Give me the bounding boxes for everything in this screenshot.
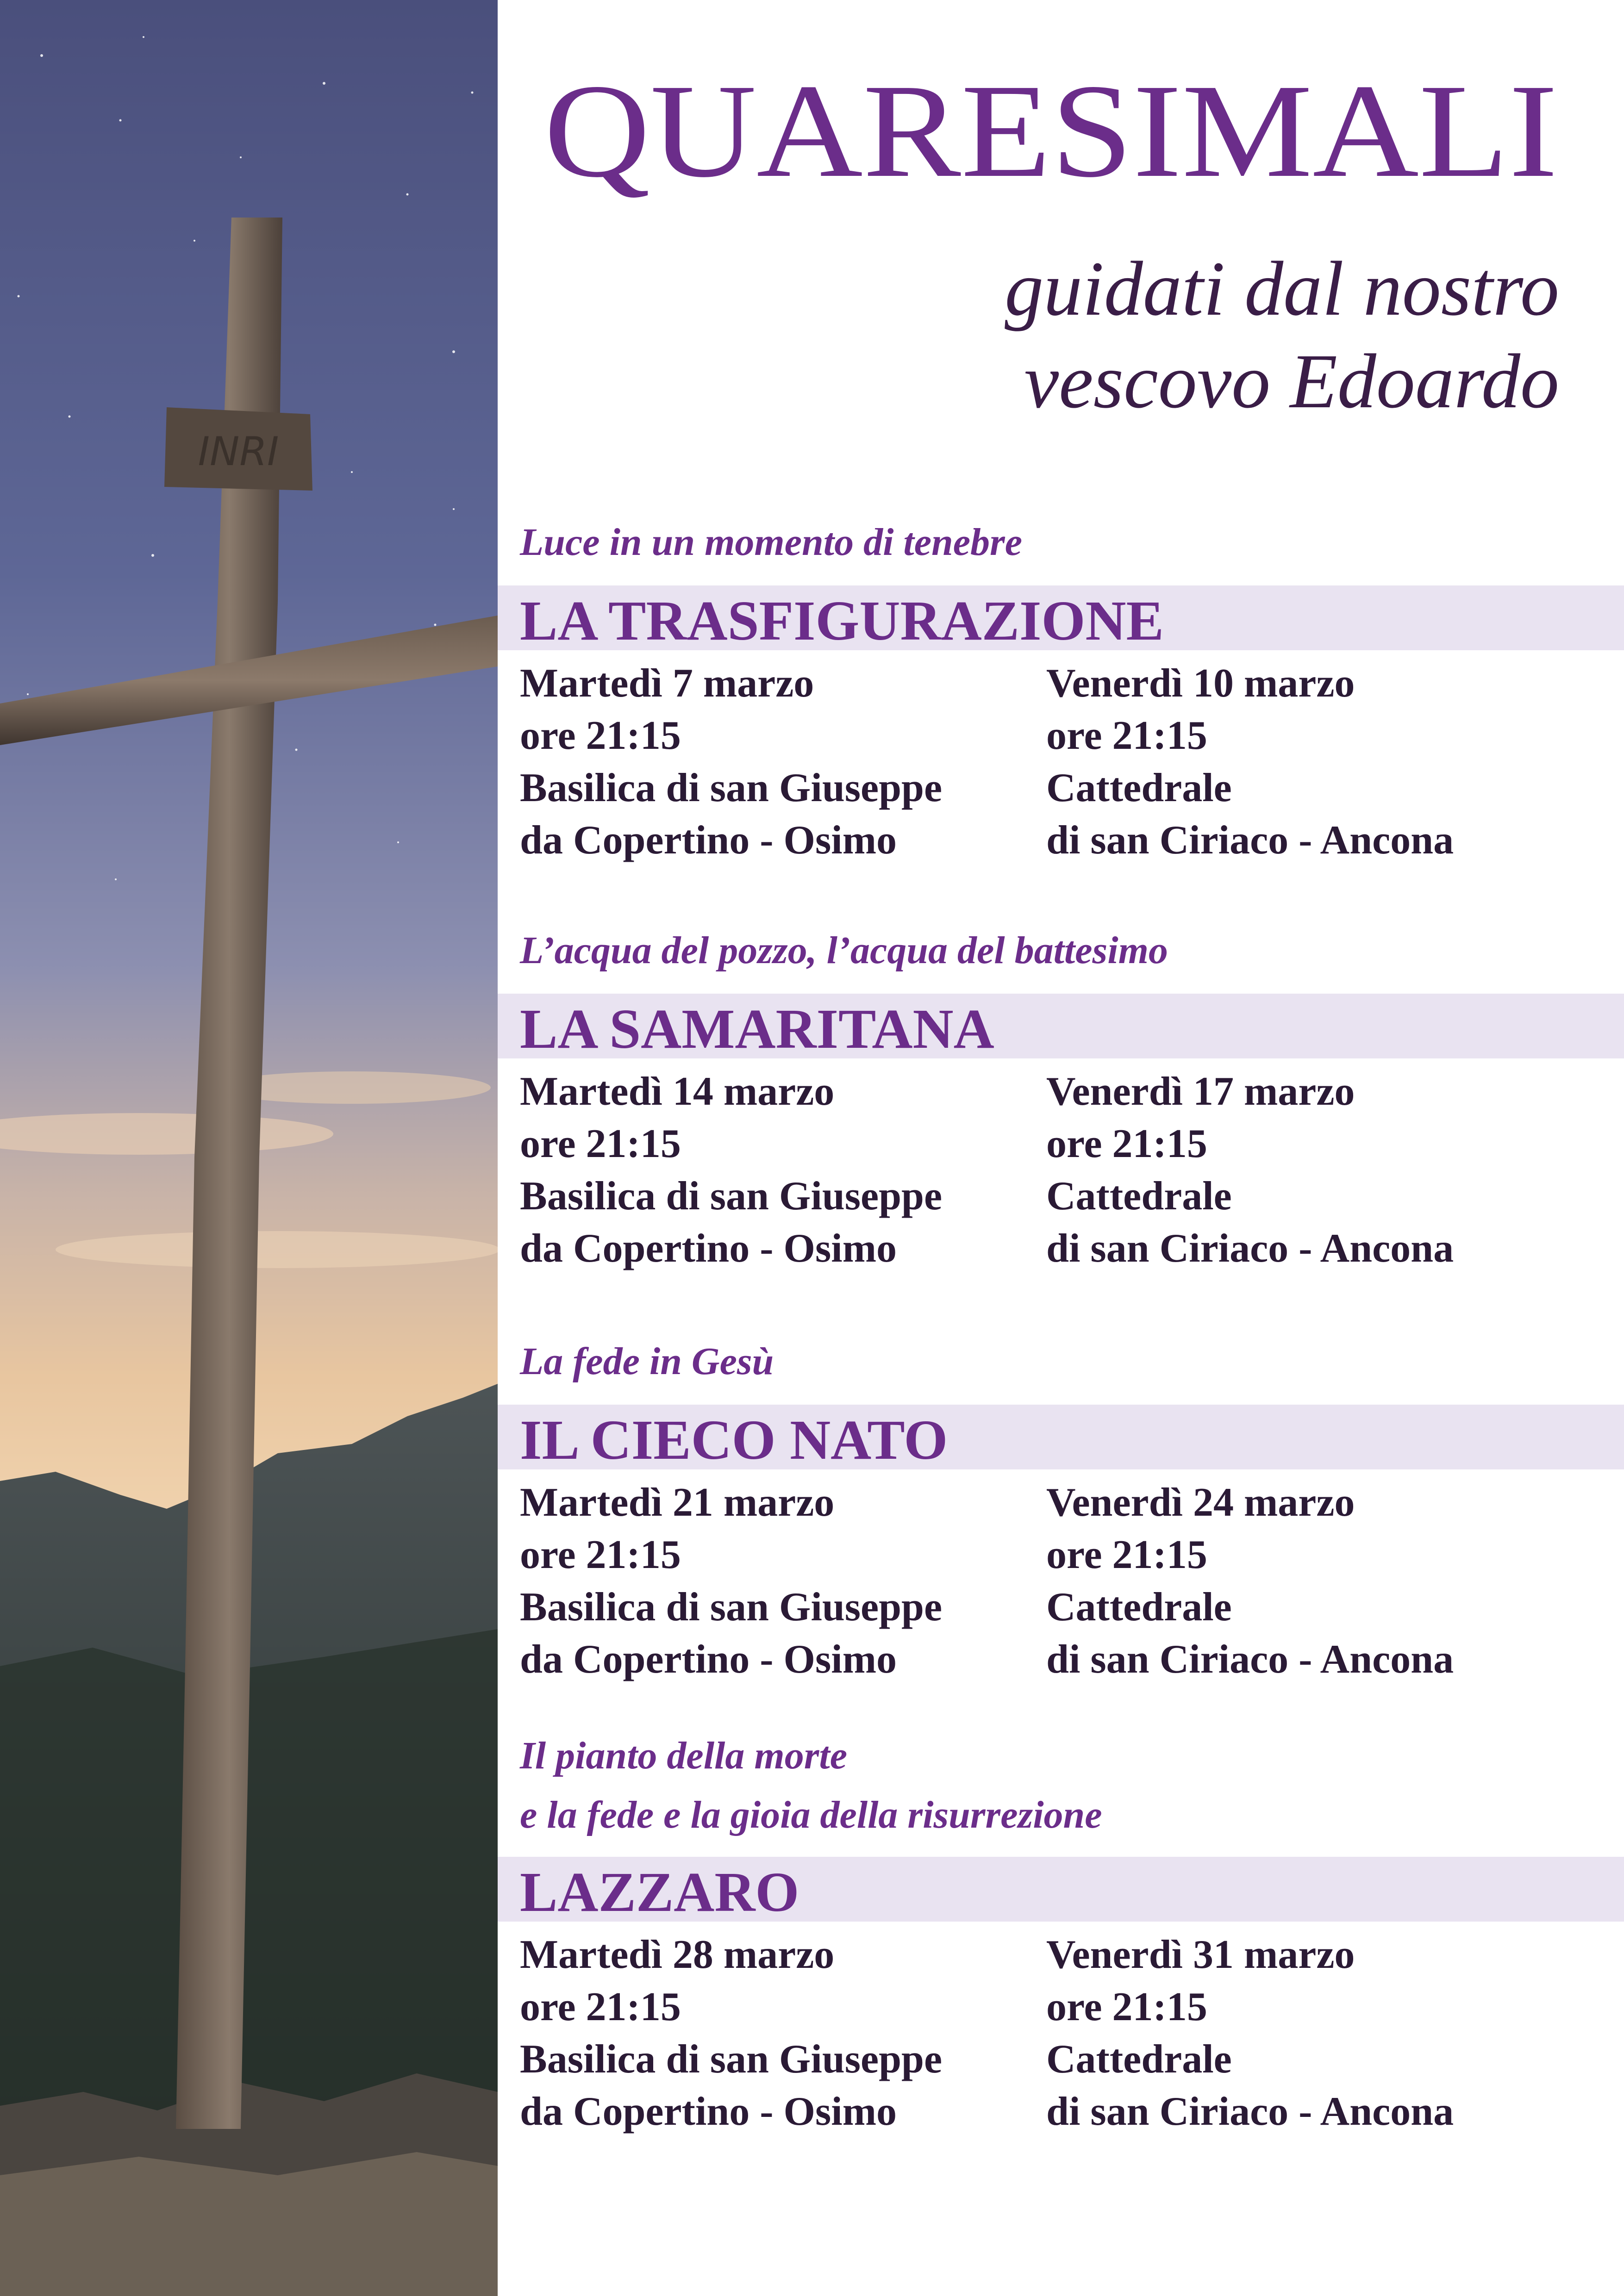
event-place-line2: di san Ciriaco - Ancona <box>1046 1226 1454 1271</box>
section-tagline-line1: Il pianto della morte <box>520 1734 848 1777</box>
event-place-line1: Cattedrale <box>1046 2037 1232 2082</box>
event-day: Martedì 21 marzo <box>520 1480 835 1525</box>
event-place-line1: Basilica di san Giuseppe <box>520 765 943 810</box>
event-day: Martedì 14 marzo <box>520 1069 835 1114</box>
section-tagline-line2: e la fede e la gioia della risurrezione <box>520 1793 1102 1836</box>
inri-sign: INRI <box>198 429 279 475</box>
event-time: ore 21:15 <box>520 713 681 758</box>
event-place-line2: da Copertino - Osimo <box>520 818 897 863</box>
event-place-line1: Basilica di san Giuseppe <box>520 2037 943 2082</box>
event-place-line1: Basilica di san Giuseppe <box>520 1174 943 1219</box>
section-tagline: La fede in Gesù <box>520 1340 774 1383</box>
event-place-line2: di san Ciriaco - Ancona <box>1046 2089 1454 2134</box>
event-day: Venerdì 10 marzo <box>1046 661 1355 706</box>
event-place-line2: da Copertino - Osimo <box>520 2089 897 2134</box>
event-day: Martedì 28 marzo <box>520 1932 835 1977</box>
event-tuesday <box>520 1476 942 1686</box>
event-time: ore 21:15 <box>520 1985 681 2029</box>
event-tuesday <box>520 1929 942 2138</box>
event-tuesday <box>520 1065 942 1275</box>
event-day: Venerdì 17 marzo <box>1046 1069 1355 1114</box>
event-place-line1: Basilica di san Giuseppe <box>520 1585 943 1630</box>
event-time: ore 21:15 <box>520 1532 681 1577</box>
event-place-line2: di san Ciriaco - Ancona <box>1046 1637 1454 1682</box>
subtitle-line-1: guidati dal nostro <box>1005 246 1559 332</box>
section-heading: IL CIECO NATO <box>520 1409 948 1471</box>
event-time: ore 21:15 <box>1046 1532 1207 1577</box>
event-time: ore 21:15 <box>1046 713 1207 758</box>
event-friday <box>1046 657 1454 866</box>
section-tagline: Luce in un momento di tenebre <box>520 521 1023 564</box>
section-heading-band <box>498 994 1624 1058</box>
title-text: QUARESIMALI <box>544 56 1558 205</box>
section-heading-band <box>498 1857 1624 1922</box>
event-place-line2: da Copertino - Osimo <box>520 1637 897 1682</box>
section-heading: LA SAMARITANA <box>520 998 994 1060</box>
cross-photo <box>0 0 498 2296</box>
event-place-line1: Cattedrale <box>1046 1585 1232 1630</box>
section-tagline: L’acqua del pozzo, l’acqua del battesimo <box>520 929 1168 972</box>
section-heading: LA TRASFIGURAZIONE <box>520 590 1164 652</box>
event-friday <box>1046 1065 1454 1275</box>
event-day: Martedì 7 marzo <box>520 661 814 706</box>
event-time: ore 21:15 <box>1046 1121 1207 1166</box>
event-place-line1: Cattedrale <box>1046 765 1232 810</box>
event-day: Venerdì 24 marzo <box>1046 1480 1355 1525</box>
section-heading: LAZZARO <box>520 1861 800 1923</box>
event-tuesday <box>520 657 942 866</box>
content-panel <box>498 0 1624 2296</box>
section-heading-band <box>498 585 1624 650</box>
page-title <box>525 51 1590 218</box>
event-friday <box>1046 1929 1454 2138</box>
event-friday <box>1046 1476 1454 1686</box>
section-heading-band <box>498 1405 1624 1469</box>
event-time: ore 21:15 <box>520 1121 681 1166</box>
event-place-line2: di san Ciriaco - Ancona <box>1046 818 1454 863</box>
subtitle-line-2: vescovo Edoardo <box>1024 338 1559 424</box>
event-place-line1: Cattedrale <box>1046 1174 1232 1219</box>
event-day: Venerdì 31 marzo <box>1046 1932 1355 1977</box>
event-time: ore 21:15 <box>1046 1985 1207 2029</box>
event-place-line2: da Copertino - Osimo <box>520 1226 897 1271</box>
